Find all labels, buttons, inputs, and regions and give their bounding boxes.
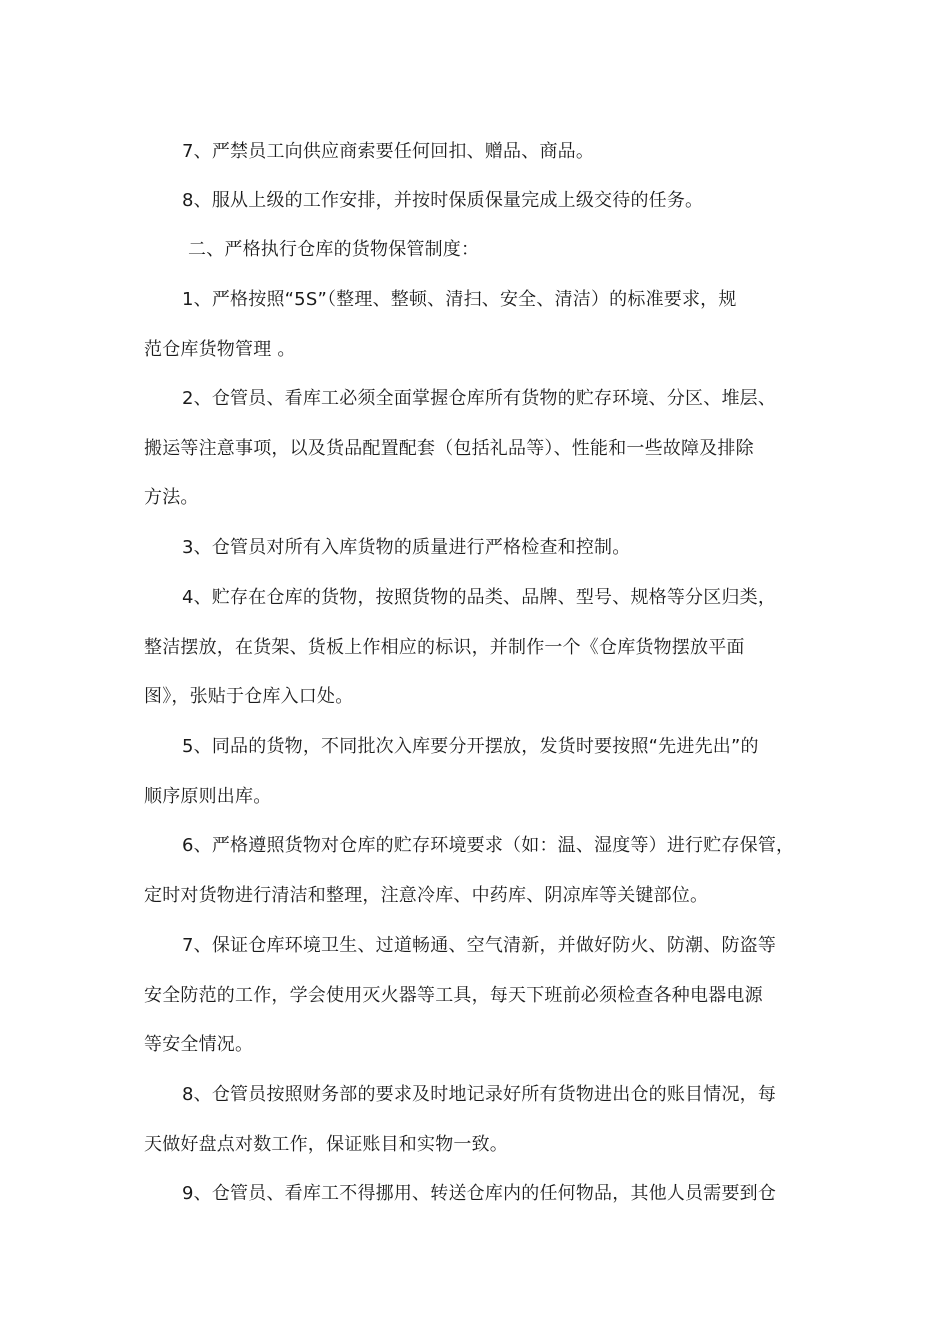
paragraph-line: 图》，张贴于仓库入口处。: [144, 686, 354, 707]
paragraph-line: 方法。: [144, 487, 199, 508]
paragraph-line: 顺序原则出库。: [144, 786, 272, 807]
paragraph-line: 5、同品的货物，不同批次入库要分开摆放，发货时要按照“先进先出”的: [182, 736, 759, 757]
paragraph-line: 范仓库货物管理 。: [144, 339, 296, 360]
paragraph-line: 9、仓管员、看库工不得挪用、转送仓库内的任何物品，其他人员需要到仓: [182, 1183, 777, 1204]
paragraph-line: 整洁摆放，在货架、货板上作相应的标识，并制作一个《仓库货物摆放平面: [144, 637, 745, 658]
paragraph-line: 7、保证仓库环境卫生、过道畅通、空气清新，并做好防火、防潮、防盗等: [182, 935, 777, 956]
paragraph-line: 3、仓管员对所有入库货物的质量进行严格检查和控制。: [182, 537, 631, 558]
paragraph-line: 等安全情况。: [144, 1034, 254, 1055]
paragraph-line: 定时对货物进行清洁和整理，注意冷库、中药库、阴凉库等关键部位。: [144, 885, 709, 906]
paragraph-line: 安全防范的工作，学会使用灭火器等工具，每天下班前必须检查各种电器电源: [144, 985, 763, 1006]
paragraph-line: 4、贮存在仓库的货物，按照货物的品类、品牌、型号、规格等分区归类，: [182, 587, 777, 608]
paragraph-line: 天做好盘点对数工作，保证账目和实物一致。: [144, 1134, 508, 1155]
paragraph-line: 1、严格按照“5S”（整理、整顿、清扫、安全、清洁）的标准要求，规: [182, 289, 737, 310]
paragraph-line: 2、仓管员、看库工必须全面掌握仓库所有货物的贮存环境、分区、堆层、: [182, 388, 777, 409]
paragraph-line: 8、仓管员按照财务部的要求及时地记录好所有货物进出仓的账目情况，每: [182, 1084, 777, 1105]
paragraph-line: 搬运等注意事项，以及货品配置配套（包括礼品等）、性能和一些故障及排除: [144, 438, 754, 459]
section-heading: 二、严格执行仓库的货物保管制度：: [188, 239, 480, 260]
rule-7-staff: 7、严禁员工向供应商索要任何回扣、赠品、商品。: [182, 141, 595, 162]
paragraph-line: 6、严格遵照货物对仓库的贮存环境要求（如：温、湿度等）进行贮存保管，: [182, 835, 795, 856]
rule-8-staff: 8、服从上级的工作安排，并按时保质保量完成上级交待的任务。: [182, 190, 704, 211]
